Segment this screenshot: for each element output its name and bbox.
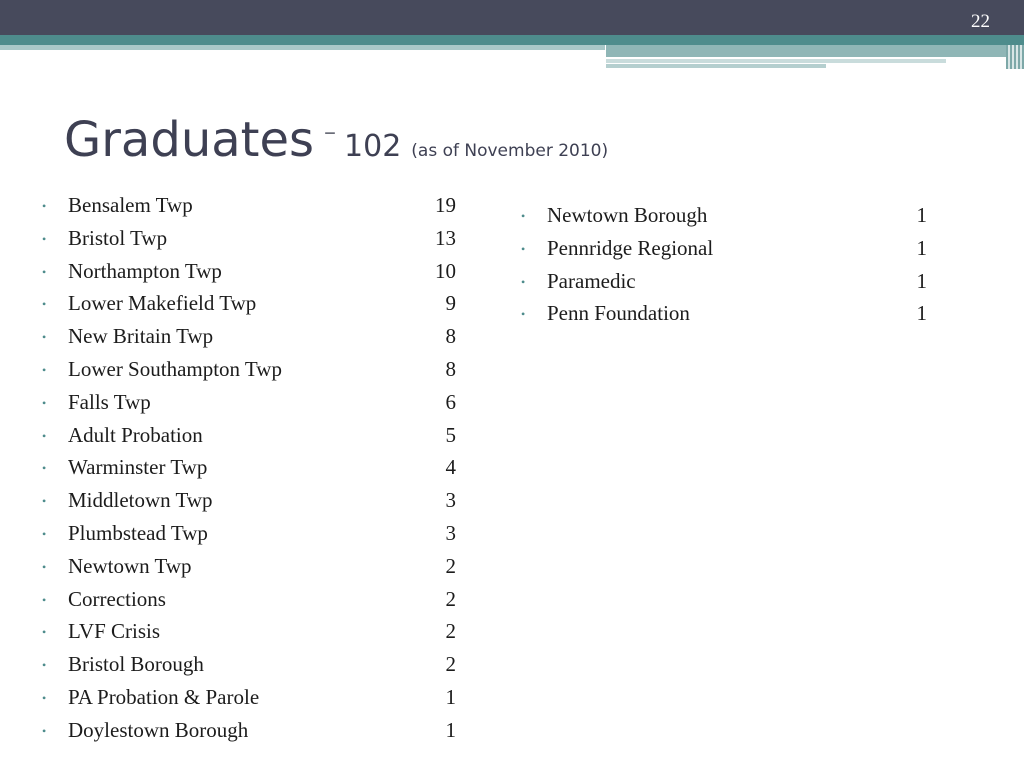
list-item-count: 2	[445, 652, 456, 677]
bullet-icon: •	[42, 526, 47, 541]
slide-number: 22	[971, 11, 990, 32]
list-item-name: Doylestown Borough	[68, 717, 249, 742]
list-item-count: 1	[916, 301, 927, 326]
list-item	[42, 258, 456, 292]
list-item-count: 10	[435, 258, 456, 283]
list-item	[42, 488, 456, 521]
list-item-name: Bensalem Twp	[68, 193, 193, 217]
list-item	[42, 652, 456, 685]
list-item-name: Falls Twp	[68, 389, 151, 414]
list-item-name: Corrections	[68, 586, 166, 611]
bullet-icon: •	[42, 395, 47, 410]
list-item-count: 4	[445, 455, 456, 480]
list-item	[521, 203, 927, 236]
bullet-icon: •	[521, 274, 526, 289]
bullet-icon: •	[42, 625, 47, 640]
bullet-icon: •	[42, 559, 47, 574]
list-item	[521, 235, 927, 269]
list-item-count: 1	[916, 268, 927, 293]
bullet-icon: •	[42, 723, 47, 738]
accent-stripe	[606, 45, 1006, 57]
bullet-icon: •	[42, 690, 47, 705]
bullet-icon: •	[42, 494, 47, 509]
left-graduates-list	[42, 193, 456, 751]
list-item	[42, 389, 456, 423]
list-item	[42, 356, 456, 390]
list-item-name: Northampton Twp	[68, 258, 222, 283]
list-item-name: New Britain Twp	[68, 324, 214, 349]
bullet-icon: •	[42, 592, 47, 607]
list-item	[42, 225, 456, 259]
header-bar	[0, 0, 1024, 35]
right-graduates-list	[521, 203, 927, 334]
bullet-icon: •	[42, 461, 47, 476]
bullet-icon: •	[521, 209, 526, 223]
list-item-count: 1	[916, 203, 927, 227]
list-item-name: Adult Probation	[68, 422, 203, 447]
list-item-name: Pennridge Regional	[547, 235, 714, 260]
bullet-icon: •	[42, 658, 47, 673]
list-item-name: Lower Makefield Twp	[68, 291, 257, 316]
list-item	[42, 291, 456, 324]
list-item-count: 3	[445, 488, 456, 513]
list-item	[42, 520, 456, 554]
bullet-icon: •	[42, 199, 47, 213]
list-item-name: Warminster Twp	[68, 455, 208, 480]
title-dash: –	[324, 118, 337, 146]
list-item-name: Middletown Twp	[68, 488, 213, 513]
list-item	[42, 324, 456, 357]
accent-stripe	[0, 45, 605, 50]
list-item-count: 2	[445, 553, 456, 578]
list-item-count: 1	[916, 235, 927, 260]
bullet-icon: •	[521, 241, 526, 256]
list-item-count: 9	[445, 291, 456, 316]
accent-edge-pattern	[1006, 45, 1024, 69]
list-item-count: 8	[445, 356, 456, 381]
list-item	[42, 717, 456, 751]
list-item	[42, 684, 456, 718]
list-item-name: Bristol Twp	[68, 225, 168, 250]
bullet-icon: •	[42, 297, 47, 312]
list-item-count: 13	[435, 225, 456, 250]
list-item	[42, 553, 456, 587]
list-item-name: PA Probation & Parole	[68, 684, 260, 709]
list-item-name: Bristol Borough	[68, 652, 204, 677]
bullet-icon: •	[42, 330, 47, 345]
accent-stripe	[0, 35, 1024, 45]
list-item	[42, 455, 456, 488]
list-item-name: Paramedic	[547, 268, 636, 293]
list-item	[42, 193, 456, 226]
list-item-count: 3	[445, 520, 456, 545]
list-item-name: Penn Foundation	[547, 301, 690, 326]
list-item-name: Newtown Borough	[547, 203, 708, 227]
list-item-count: 1	[445, 684, 456, 709]
list-item	[42, 422, 456, 456]
list-item-count: 8	[445, 324, 456, 349]
list-item-name: Plumbstead Twp	[68, 520, 208, 545]
list-item	[521, 301, 927, 334]
list-item	[42, 586, 456, 620]
slide-title	[64, 112, 608, 168]
list-item-count: 1	[445, 717, 456, 742]
bullet-icon: •	[42, 231, 47, 246]
title-note: (as of November 2010)	[411, 141, 609, 161]
title-count: 102	[344, 129, 402, 164]
list-item-count: 5	[445, 422, 456, 447]
list-item-count: 19	[435, 193, 456, 217]
list-item-name: Newtown Twp	[68, 553, 192, 578]
list-item-name: LVF Crisis	[68, 619, 161, 644]
list-item-count: 2	[445, 586, 456, 611]
accent-stripe	[606, 64, 826, 68]
list-item	[521, 268, 927, 302]
bullet-icon: •	[42, 428, 47, 443]
list-item-count: 2	[445, 619, 456, 644]
list-item-name: Lower Southampton Twp	[68, 356, 282, 381]
list-item	[42, 619, 456, 652]
title-main: Graduates	[64, 112, 315, 168]
bullet-icon: •	[521, 307, 526, 322]
accent-stripe	[606, 59, 946, 63]
list-item-count: 6	[445, 389, 456, 414]
bullet-icon: •	[42, 264, 47, 279]
bullet-icon: •	[42, 362, 47, 377]
